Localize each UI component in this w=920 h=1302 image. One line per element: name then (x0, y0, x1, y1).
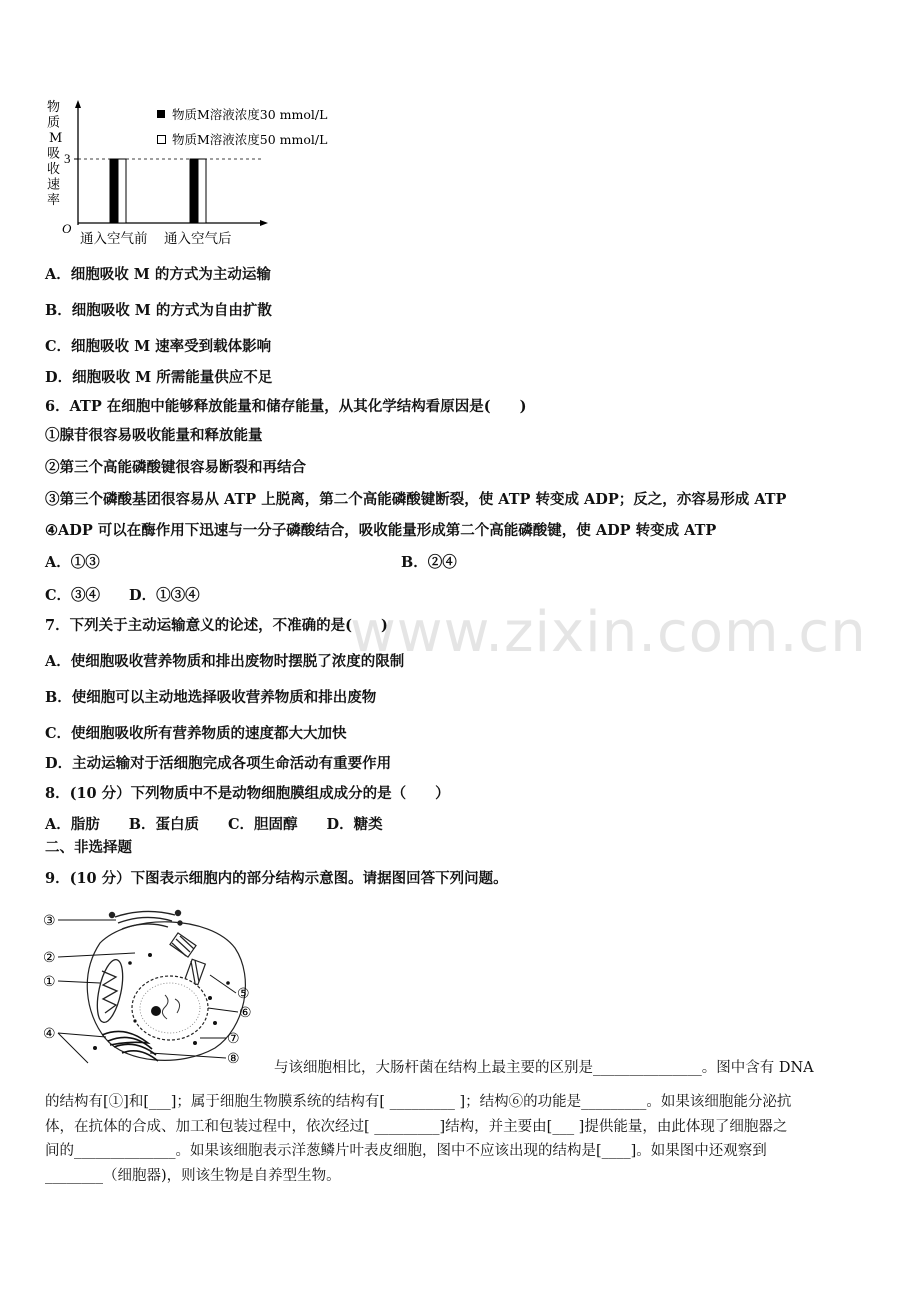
label-leader-line (58, 981, 100, 983)
legend-swatch-empty (158, 136, 166, 144)
legend-label: 物质M溶液浓度50 mmol/L (172, 132, 328, 147)
watermark: www.zixin.com.cn (350, 600, 867, 665)
bar-conc-50-1 (198, 159, 206, 223)
nucleus (132, 976, 208, 1040)
y-tick-label: 3 (64, 151, 71, 166)
endoplasmic-reticulum (102, 1031, 158, 1061)
mitochondrion (93, 957, 128, 1024)
legend-label: 物质M溶液浓度30 mmol/L (172, 107, 328, 122)
q9-line-2: 的结构有[①]和[___]；属于细胞生物膜系统的结构有[ _________ ]；结构⑥的功能是_________。如果该细胞能分泌抗 (45, 1094, 792, 1110)
label-leader-line (210, 975, 236, 993)
x-axis-arrow (260, 220, 268, 226)
structure-label: ⑥ (239, 1005, 252, 1021)
q5-option-c: C．细胞吸收 M 速率受到载体影响 (45, 338, 272, 355)
structure-label: ⑤ (237, 986, 250, 1002)
q6-item-3: ③第三个磷酸基团很容易从 ATP 上脱离，第二个高能磷酸键断裂，使 ATP 转变成 ADP；反之，亦容易形成 ATP (45, 491, 787, 508)
q7-option-b: B．使细胞可以主动地选择吸收营养物质和排出废物 (45, 689, 377, 706)
q6-item-4: ④ADP 可以在酶作用下迅速与一分子磷酸结合，吸收能量形成第二个高能磷酸键，使 ADP 转变成 ATP (45, 522, 717, 539)
q9-line-1: 与该细胞相比，大肠杆菌在结构上最主要的区别是_______________。图中含有 DNA (274, 1060, 814, 1076)
label-leader-line (58, 953, 135, 957)
structure-label: ⑧ (227, 1051, 240, 1067)
q6-option-a: A．①③ (45, 554, 100, 571)
q8-stem: 8．(10 分）下列物质中不是动物细胞膜组成成分的是（ ） (45, 785, 450, 802)
q9-line-3: 体，在抗体的合成、加工和包装过程中，依次经过[ _________]结构，并主要由[___ ]提供能量，由此体现了细胞器之 (45, 1119, 788, 1135)
golgi-apparatus (110, 911, 183, 930)
bar-conc-30-0 (110, 159, 118, 223)
structure-label: ② (43, 950, 56, 966)
q6-item-2: ②第三个高能磷酸键很容易断裂和再结合 (45, 459, 306, 476)
q7-stem: 7．下列关于主动运输意义的论述，不准确的是( ) (45, 617, 388, 634)
structure-label: ③ (43, 913, 56, 929)
q9-line-4: 间的______________。如果该细胞表示洋葱鳞片叶表皮细胞，图中不应该出现的结构是[____]。如果图中还观察到 (45, 1143, 767, 1159)
q8-options: A．脂肪 B．蛋白质 C．胆固醇 D．糖类 (45, 816, 383, 833)
origin-label: O (62, 221, 72, 236)
q7-option-a: A．使细胞吸收营养物质和排出废物时摆脱了浓度的限制 (45, 653, 405, 670)
q6-stem: 6．ATP 在细胞中能够释放能量和储存能量，从其化学结构看原因是( ) (45, 398, 527, 415)
q9-line-5: ________（细胞器)，则该生物是自养型生物。 (45, 1168, 341, 1184)
label-leader-line (208, 1008, 238, 1012)
section-heading: 二、非选择题 (45, 839, 132, 856)
y-axis-arrow (75, 100, 81, 108)
q6-option-cd: C．③④ D．①③④ (45, 587, 200, 604)
q6-option-b: B．②④ (401, 554, 457, 571)
q5-option-d: D．细胞吸收 M 所需能量供应不足 (45, 369, 273, 386)
y-axis-label-char: 收 (47, 162, 61, 177)
label-leader-line (58, 1033, 88, 1063)
absorption-rate-chart (40, 95, 360, 250)
label-leader-line (58, 1033, 106, 1037)
q5-option-b: B．细胞吸收 M 的方式为自由扩散 (45, 302, 272, 319)
label-leader-line (150, 1053, 226, 1058)
q6-item-1: ①腺苷很容易吸收能量和释放能量 (45, 427, 263, 444)
q9-stem: 9．(10 分）下图表示细胞内的部分结构示意图。请据图回答下列问题。 (45, 870, 508, 887)
q7-option-d: D．主动运输对于活细胞完成各项生命活动有重要作用 (45, 755, 392, 772)
y-axis-label-char: 质 (47, 115, 61, 131)
y-axis-label-char: M (49, 131, 63, 146)
bar-conc-30-1 (190, 159, 198, 223)
y-axis-label-char: 吸 (47, 146, 61, 162)
x-category-label: 通入空气前 (80, 231, 148, 247)
legend-swatch-filled (157, 110, 165, 118)
bar-conc-50-0 (118, 159, 126, 223)
structure-label: ④ (43, 1026, 56, 1042)
q7-option-c: C．使细胞吸收所有营养物质的速度都大大加快 (45, 725, 347, 742)
x-category-label: 通入空气后 (164, 231, 232, 247)
cell-structure-diagram (40, 903, 265, 1068)
y-axis-label-char: 率 (47, 193, 61, 208)
y-axis-label-char: 物 (47, 100, 61, 115)
y-axis-label-char: 速 (47, 177, 61, 193)
structure-label: ⑦ (227, 1031, 240, 1047)
q5-option-a: A．细胞吸收 M 的方式为主动运输 (45, 266, 271, 283)
chart-ylabel (47, 99, 62, 208)
structure-label: ① (43, 974, 56, 990)
